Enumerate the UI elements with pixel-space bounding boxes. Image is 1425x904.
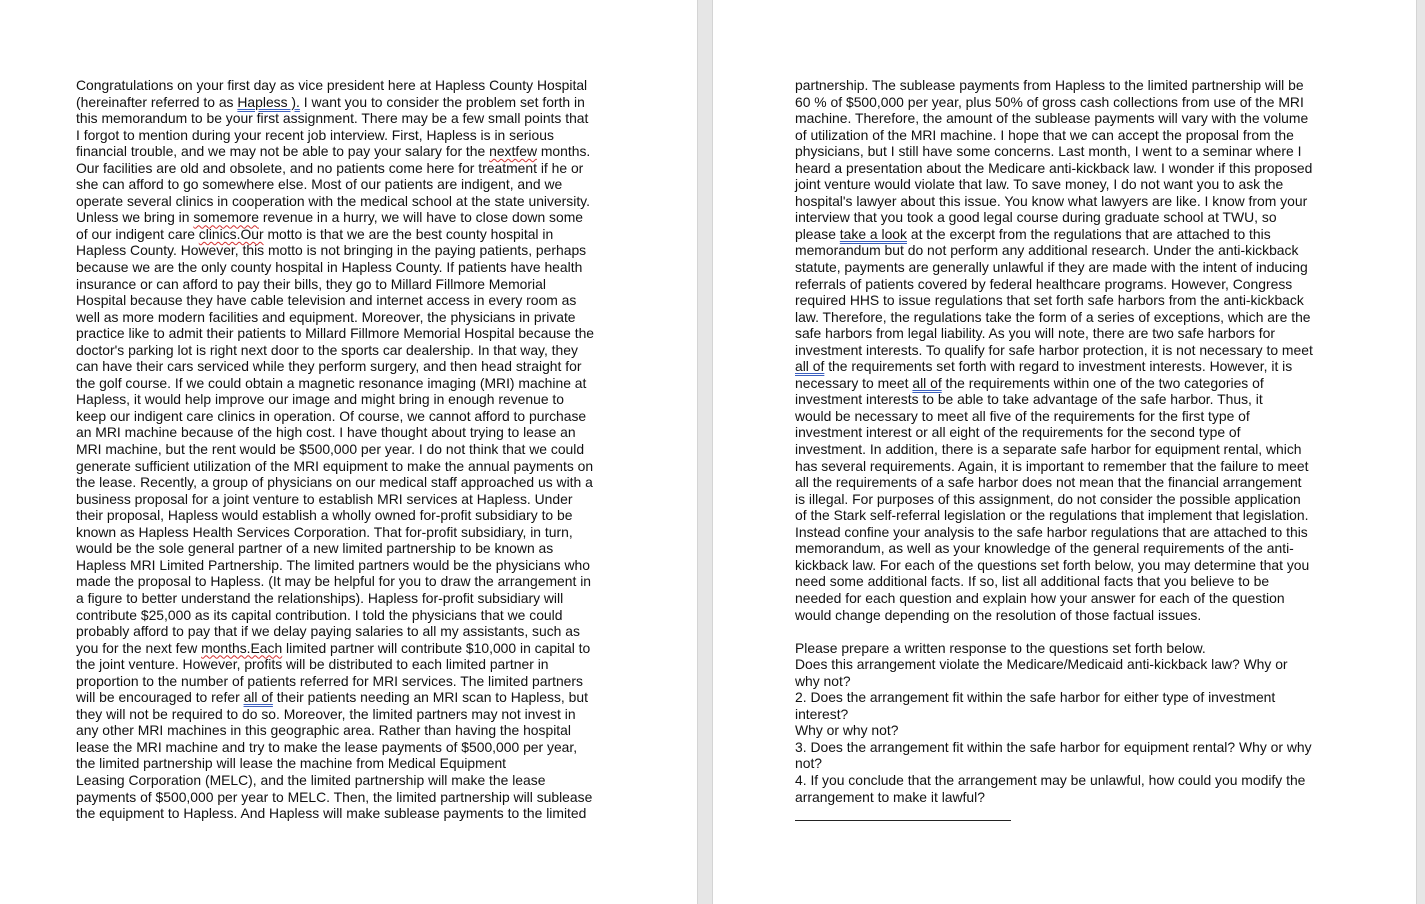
text-line: Unless we bring in somemore revenue in a hurry, we will have to close down some — [76, 209, 583, 226]
text-line: of the Stark self-referral legislation or the regulations that implement that legislation. — [795, 507, 1309, 524]
grammar-flag[interactable]: all of — [795, 358, 825, 375]
text-line: physicians, but I still have some concerns. Last month, I went to a seminar where I — [795, 143, 1302, 160]
text-line: of our indigent care clinics.Our motto is that we are the best county hospital in — [76, 225, 554, 242]
question-line: arrangement to make it lawful? — [795, 788, 985, 805]
text-line: law. Therefore, the regulations take the form of a series of exceptions, which are the — [795, 308, 1311, 325]
question-line: not? — [795, 755, 823, 772]
page-left[interactable] — [0, 0, 697, 904]
text-line: keep our indigent care clinics in operation. Of course, we cannot afford to purchase — [76, 407, 587, 424]
text-line: investment interests to be able to take advantage of the safe harbor. Thus, it — [795, 391, 1263, 408]
text-line: operate several clinics in cooperation with the medical school at the state university. — [76, 192, 590, 209]
text-line: has several requirements. Again, it is important to remember that the failure to meet — [795, 457, 1309, 474]
text-line: any other MRI machines in this geographic area. Rather than having the hospital — [76, 722, 571, 739]
question-line: 3. Does the arrangement fit within the safe harbor for equipment rental? Why or why — [795, 738, 1312, 755]
text-line: required HHS to issue regulations that set forth safe harbors from the anti-kickback — [795, 292, 1304, 309]
text-line: interview that you took a good legal course during graduate school at TWU, so — [795, 209, 1277, 226]
text-line: would be necessary to meet all five of the requirements for the first type of — [795, 407, 1250, 424]
text-line: this memorandum to be your first assignment. There may be a few small points that — [76, 110, 589, 127]
grammar-flag[interactable]: Hapless ). — [237, 93, 300, 110]
text-line: partnership. The sublease payments from Hapless to the limited partnership will be — [795, 77, 1304, 93]
page-gutter — [697, 0, 713, 904]
text-line: hospital's lawyer about this issue. You know what lawyers are like. I know from your — [795, 192, 1308, 209]
text-line: machine. Therefore, the amount of the sublease payments will vary with the volume — [795, 110, 1309, 127]
text-line: the limited partnership will lease the machine from Medical Equipment — [76, 755, 507, 772]
text-line: Leasing Corporation (MELC), and the limited partnership will make the lease — [76, 771, 546, 788]
text-line: MRI machine, but the rent would be $500,000 per year. I do not think that we could — [76, 441, 585, 458]
spelling-flag[interactable]: somemore — [193, 209, 259, 226]
text-line: of utilization of the MRI machine. I hope that we can accept the proposal from the — [795, 126, 1294, 143]
text-line: statute, payments are generally unlawful if they are made with the intent of inducing — [795, 259, 1308, 276]
text-line: payments of $500,000 per year to MELC. Then, the limited partnership will sublease — [76, 788, 593, 805]
text-line: insurance or can afford to pay their bills, they go to Millard Fillmore Memorial — [76, 275, 546, 292]
text-line: investment. In addition, there is a separate safe harbor for equipment rental, which — [795, 441, 1302, 458]
text-line: needed for each question and explain how your answer for each of the question — [795, 589, 1285, 606]
text-line: safe harbors from legal liability. As you will note, there are two safe harbors for — [795, 325, 1275, 342]
page-edge — [1416, 0, 1425, 904]
text-line: known as Hapless Health Services Corporation. That for-profit subsidiary, in turn, — [76, 523, 573, 540]
text-line: generate sufficient utilization of the MRI equipment to make the annual payments on — [76, 457, 594, 474]
text-line: proportion to the number of patients referred for MRI services. The limited partners — [76, 672, 583, 689]
text-line: the golf course. If we could obtain a magnetic resonance imaging (MRI) machine at — [76, 374, 587, 391]
text-line: all the requirements of a safe harbor does not mean that the financial arrangement — [795, 474, 1302, 491]
text-line: because we are the only county hospital in Hapless County. If patients have health — [76, 259, 583, 276]
question-line: why not? — [795, 672, 851, 689]
text-line: you for the next few months.Each limited partner will contribute $10,000 in capital to — [76, 639, 591, 656]
text-line: made the proposal to Hapless. (It may be helpful for you to draw the arrangement in — [76, 573, 592, 590]
text-line: they will not be required to do so. Moreover, the limited partners may not invest in — [76, 705, 576, 722]
page-right[interactable] — [713, 0, 1416, 904]
text-line: doctor's parking lot is right next door to the sports car dealership. In that way, they — [76, 341, 578, 358]
text-line: the equipment to Hapless. And Hapless will make sublease payments to the limited — [76, 805, 587, 822]
question-line: Does this arrangement violate the Medicare/Medicaid anti-kickback law? Why or — [795, 656, 1288, 673]
text-line: 60 % of $500,000 per year, plus 50% of gross cash collections from use of the MRI — [795, 93, 1304, 110]
question-line: 2. Does the arrangement fit within the safe harbor for either type of investment — [795, 689, 1276, 706]
footnote-separator — [795, 820, 1011, 821]
text-line: memorandum, as well as your knowledge of the general requirements of the anti- — [795, 540, 1294, 557]
text-line: investment interests. To qualify for safe harbor protection, it is not necessary to meet — [795, 341, 1313, 358]
text-line: Hapless MRI Limited Partnership. The limited partners would be the physicians who — [76, 556, 590, 573]
text-line: Hospital because they have cable television and internet access in every room as — [76, 292, 577, 309]
grammar-flag[interactable]: all of — [912, 374, 942, 391]
text-line: referrals of patients covered by federal healthcare programs. However, Congress — [795, 275, 1293, 292]
grammar-flag[interactable]: take a look — [839, 225, 907, 242]
text-line: well as more modern facilities and equipment. Moreover, the physicians in private — [76, 308, 576, 325]
text-line: will be encouraged to refer all of their patients needing an MRI scan to Hapless, but — [76, 689, 588, 706]
text-line: Our facilities are old and obsolete, and no patients come here for treatment if he or — [76, 159, 584, 176]
text-line: business proposal for a joint venture to establish MRI services at Hapless. Under — [76, 490, 573, 507]
question-line: Please prepare a written response to the questions set forth below. — [795, 639, 1206, 656]
text-line: necessary to meet all of the requirements within one of the two categories of — [795, 374, 1264, 391]
text-line: lease the MRI machine and try to make the lease payments of $500,000 per year, — [76, 738, 578, 755]
text-line: all of the requirements set forth with regard to investment interests. However, it is — [795, 358, 1293, 375]
paragraph-break — [795, 623, 1313, 640]
text-line: she can afford to go somewhere else. Most of our patients are indigent, and we — [76, 176, 563, 193]
text-line: need some additional facts. If so, list all additional facts that you believe to be — [795, 573, 1270, 590]
text-line: can have their cars serviced while they perform surgery, and then head straight for — [76, 358, 582, 375]
text-line: investment interest or all eight of the requirements for the second type of — [795, 424, 1241, 441]
text-line: would change depending on the resolution of those factual issues. — [795, 606, 1202, 623]
question-line: 4. If you conclude that the arrangement may be unlawful, how could you modify the — [795, 771, 1306, 788]
left-page-body[interactable] — [76, 77, 594, 822]
text-line: heard a presentation about the Medicare anti-kickback law. I wonder if this proposed — [795, 159, 1313, 176]
text-line: the joint venture. However, profits will be distributed to each limited partner in — [76, 656, 549, 673]
text-line: joint venture would violate that law. To save money, I do not want you to ask the — [795, 176, 1284, 193]
text-line: Hapless County. However, this motto is not bringing in the paying patients, perhaps — [76, 242, 587, 259]
spelling-flag[interactable]: nextfew — [489, 143, 537, 160]
grammar-flag[interactable]: all of — [243, 689, 273, 706]
text-line: (hereinafter referred to as Hapless ). I want you to consider the problem set forth in — [76, 93, 585, 110]
spelling-flag[interactable]: months.Each — [201, 639, 283, 656]
text-line: would be the sole general partner of a new limited partnership to be known as — [76, 540, 554, 557]
text-line: their proposal, Hapless would establish a wholly owned for-profit subsidiary to be — [76, 507, 573, 524]
text-line: an MRI machine because of the high cost. I have thought about trying to lease an — [76, 424, 576, 441]
right-page-body[interactable] — [795, 77, 1313, 805]
text-line: kickback law. For each of the questions set forth below, you may determine that you — [795, 556, 1310, 573]
text-line: the lease. Recently, a group of physicians on our medical staff approached us with a — [76, 474, 593, 491]
text-line: memorandum but do not perform any additional research. Under the anti-kickback — [795, 242, 1299, 259]
text-line: probably afford to pay that if we delay paying salaries to all my assistants, such as — [76, 623, 580, 640]
question-line: Why or why not? — [795, 722, 899, 739]
text-line: practice like to admit their patients to Millard Fillmore Memorial Hospital because the — [76, 325, 595, 342]
text-line: Instead confine your analysis to the safe harbor regulations that are attached to this — [795, 523, 1308, 540]
text-line: a figure to better understand the relationships). Hapless for-profit subsidiary will — [76, 589, 564, 606]
text-line: Congratulations on your first day as vice president here at Hapless County Hospital — [76, 77, 588, 93]
text-line: contribute $25,000 as its capital contribution. I told the physicians that we could — [76, 606, 563, 623]
text-line: please take a look at the excerpt from the regulations that are attached to this — [795, 225, 1271, 242]
text-line: I forgot to mention during your recent job interview. First, Hapless is in serious — [76, 126, 554, 143]
question-line: interest? — [795, 705, 849, 722]
text-line: is illegal. For purposes of this assignment, do not consider the possible application — [795, 490, 1301, 507]
text-line: financial trouble, and we may not be able to pay your salary for the nextfew months. — [76, 143, 591, 160]
spelling-flag[interactable]: clinics.Our — [198, 225, 264, 242]
text-line: Hapless, it would help improve our image and might bring in enough revenue to — [76, 391, 565, 408]
